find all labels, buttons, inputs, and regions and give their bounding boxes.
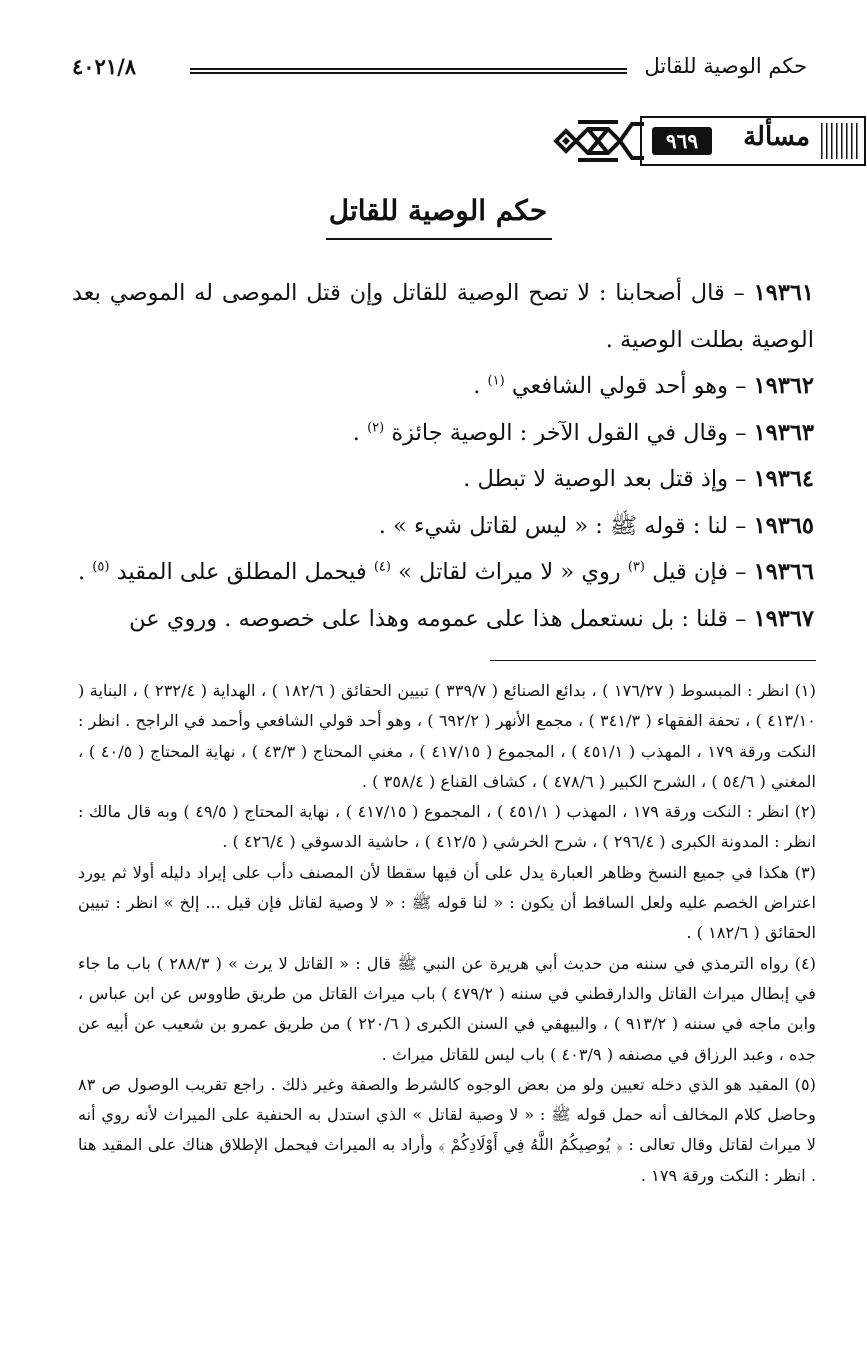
dash: – (728, 559, 754, 585)
footnote-1: (١) انظر : المبسوط ( ١٧٦/٢٧ ) ، بدائع الصنائع ( ٣٣٩/٧ ) تبيين الحقائق ( ١٨٢/٦ ) ، الهداية ( ٢٣٢/٤ ) ، البناية ( ٤١٣/١٠ ) ، تحفة الفقهاء ( ٣٤١/٣ ) ، مجمع الأنهر ( ٦٩٢/٢ ) ، وهو أحد قولي الشافعي وأحمد في الراجح . انظر : النكت ورقة ١٧٩ ، المهذب ( ٤٥١/١ ) ، المجموع ( ٤١٧/١٥ ) ، مغني المحتاج ( ٤٣/٣ ) ، نهاية المحتاج ( ٤٠/٥ ) ، المغني ( ٥٤/٦ ) ، الشرح الكبير ( ٤٧٨/٦ ) ، كشاف القناع ( ٣٥٨/٤ ) . (78, 681, 816, 791)
header-double-rule (190, 68, 627, 74)
masala-number: ٩٦٩ (652, 127, 712, 155)
dash: – (728, 419, 754, 446)
paragraph-tail: . (77, 559, 93, 585)
paragraph-19367 (72, 596, 814, 643)
paragraph-text-2: روي « لا ميراث لقاتل » (398, 559, 628, 585)
footnote-ref-1[interactable]: (١) (487, 373, 505, 389)
footnote-5: (٥) المقيد هو الذي دخله تعيين ولو من بعض الوجوه كالشرط والصفة وغير ذلك . راجع تقريب الوصول ص ٨٣ وحاصل كلام المخالف أنه حمل قوله ﷺ : « لا وصية لقاتل » الذي استدل به الحنفية على الميراث لأنه روي أنه لا ميراث لقاتل وقال تعالى : ﴿ يُوصِيكُمُ اللَّهُ فِي أَوْلَادِكُمْ ﴾ وأراد به الميراث فيحمل الإطلاق هناك على المقيد هنا . انظر : النكت ورقة ١٧٩ . (78, 1074, 816, 1185)
paragraph-19362 (72, 363, 814, 410)
masala-banner (548, 116, 866, 166)
footnote-2: (٢) انظر : النكت ورقة ١٧٩ ، المهذب ( ٤٥١/١ ) ، المجموع ( ٤١٧/١٥ ) ، نهاية المحتاج ( ٤٩/٥ ) وبه قال مالك : انظر : المدونة الكبرى ( ٢٩٦/٤ ) ، شرح الخرشي ( ٤١٢/٥ ) ، حاشية الدسوقي ( ٤٢٦/٤ ) . (78, 802, 817, 852)
footnote-separator (490, 660, 816, 661)
paragraph-19365 (72, 503, 814, 550)
paragraph-text-3: فيحمل المطلق على المقيد (116, 559, 374, 585)
footnote-ref-2[interactable]: (٢) (367, 420, 385, 435)
paragraph-19366 (72, 549, 814, 596)
dash: – (724, 280, 754, 306)
paragraph-text: وقال في القول الآخر : الوصية جائزة (391, 419, 728, 446)
footnote-4: (٤) رواه الترمذي في سننه من حديث أبي هريرة عن النبي ﷺ قال : « القاتل لا يرث » ( ٢٨٨/٣ ) باب ما جاء في إبطال ميراث القاتل والدارقطني في سننه ( ٤٧٩/٢ ) باب ميراث القاتل من طريق طاووس عن ابن عباس ، وابن ماجه في سننه ( ٩١٣/٢ ) ، والبيهقي في السنن الكبرى ( ٢٢٠/٦ ) من طريق عمرو بن شعيب عن أبيه عن جده ، وعبد الرزاق في مصنفه ( ٤٠٣/٩ ) باب ليس للقاتل ميراث . (78, 953, 817, 1064)
page-reference: ٤٠٢١/٨ (72, 54, 137, 79)
footnote-ref-3[interactable]: (٣) (627, 559, 645, 575)
paragraph-number: ١٩٣٦٦ (753, 559, 814, 585)
paragraph-tail: . (473, 373, 488, 399)
footnote-ref-4[interactable]: (٤) (373, 559, 391, 575)
running-title: حكم الوصية للقاتل (644, 54, 807, 78)
masala-box (640, 116, 866, 166)
footnote-ref-5[interactable]: (٥) (92, 559, 110, 575)
paragraph-text: وإذ قتل بعد الوصية لا تبطل . (463, 466, 728, 492)
paragraph-number: ١٩٣٦٧ (753, 605, 814, 632)
paragraph-number: ١٩٣٦٥ (753, 512, 814, 539)
dash: – (728, 512, 754, 539)
paragraph-text: فإن قيل (652, 559, 728, 585)
dash: – (728, 373, 754, 399)
dash: – (728, 605, 754, 632)
paragraph-19361 (72, 270, 814, 363)
paragraph-text: لنا : قوله ﷺ : « ليس لقاتل شيء » . (378, 512, 728, 539)
body-text (72, 270, 814, 642)
paragraph-number: ١٩٣٦٢ (753, 373, 814, 399)
paragraph-number: ١٩٣٦٤ (753, 466, 814, 492)
chapter-title: حكم الوصية للقاتل (328, 194, 548, 227)
knot-ornament-icon (548, 116, 646, 166)
paragraph-text: قلنا : بل نستعمل هذا على عمومه وهذا على خصوصه . وروي عن (129, 605, 728, 632)
running-header (72, 54, 807, 94)
footnote-3: (٣) هكذا في جميع النسخ وظاهر العبارة يدل على أن فيها سقطا لأن المصنف دأب على إيراد دليله أولا ثم يورد اعتراض الخصم عليه ولعل الساقط أن يكون : « لنا قوله ﷺ : « لا وصية لقاتل فإن قيل ... إلخ » انظر : تبيين الحقائق ( ١٨٢/٦ ) . (78, 862, 816, 943)
paragraph-text: وهو أحد قولي الشافعي (511, 373, 728, 399)
paragraph-text: قال أصحابنا : لا تصح الوصية للقاتل وإن قتل الموصى له الموصي بعد الوصية بطلت الوصية . (72, 280, 814, 353)
masala-label: مسألة (743, 122, 810, 152)
paragraph-tail: . (352, 419, 368, 446)
paragraph-number: ١٩٣٦٣ (753, 419, 814, 446)
paragraph-number: ١٩٣٦١ (753, 280, 814, 306)
title-underline (326, 238, 552, 240)
paragraph-19364 (72, 456, 814, 503)
paragraph-19363 (72, 410, 814, 457)
vertical-lines-ornament (821, 123, 861, 159)
dash: – (728, 466, 754, 492)
footnotes (78, 676, 816, 1191)
